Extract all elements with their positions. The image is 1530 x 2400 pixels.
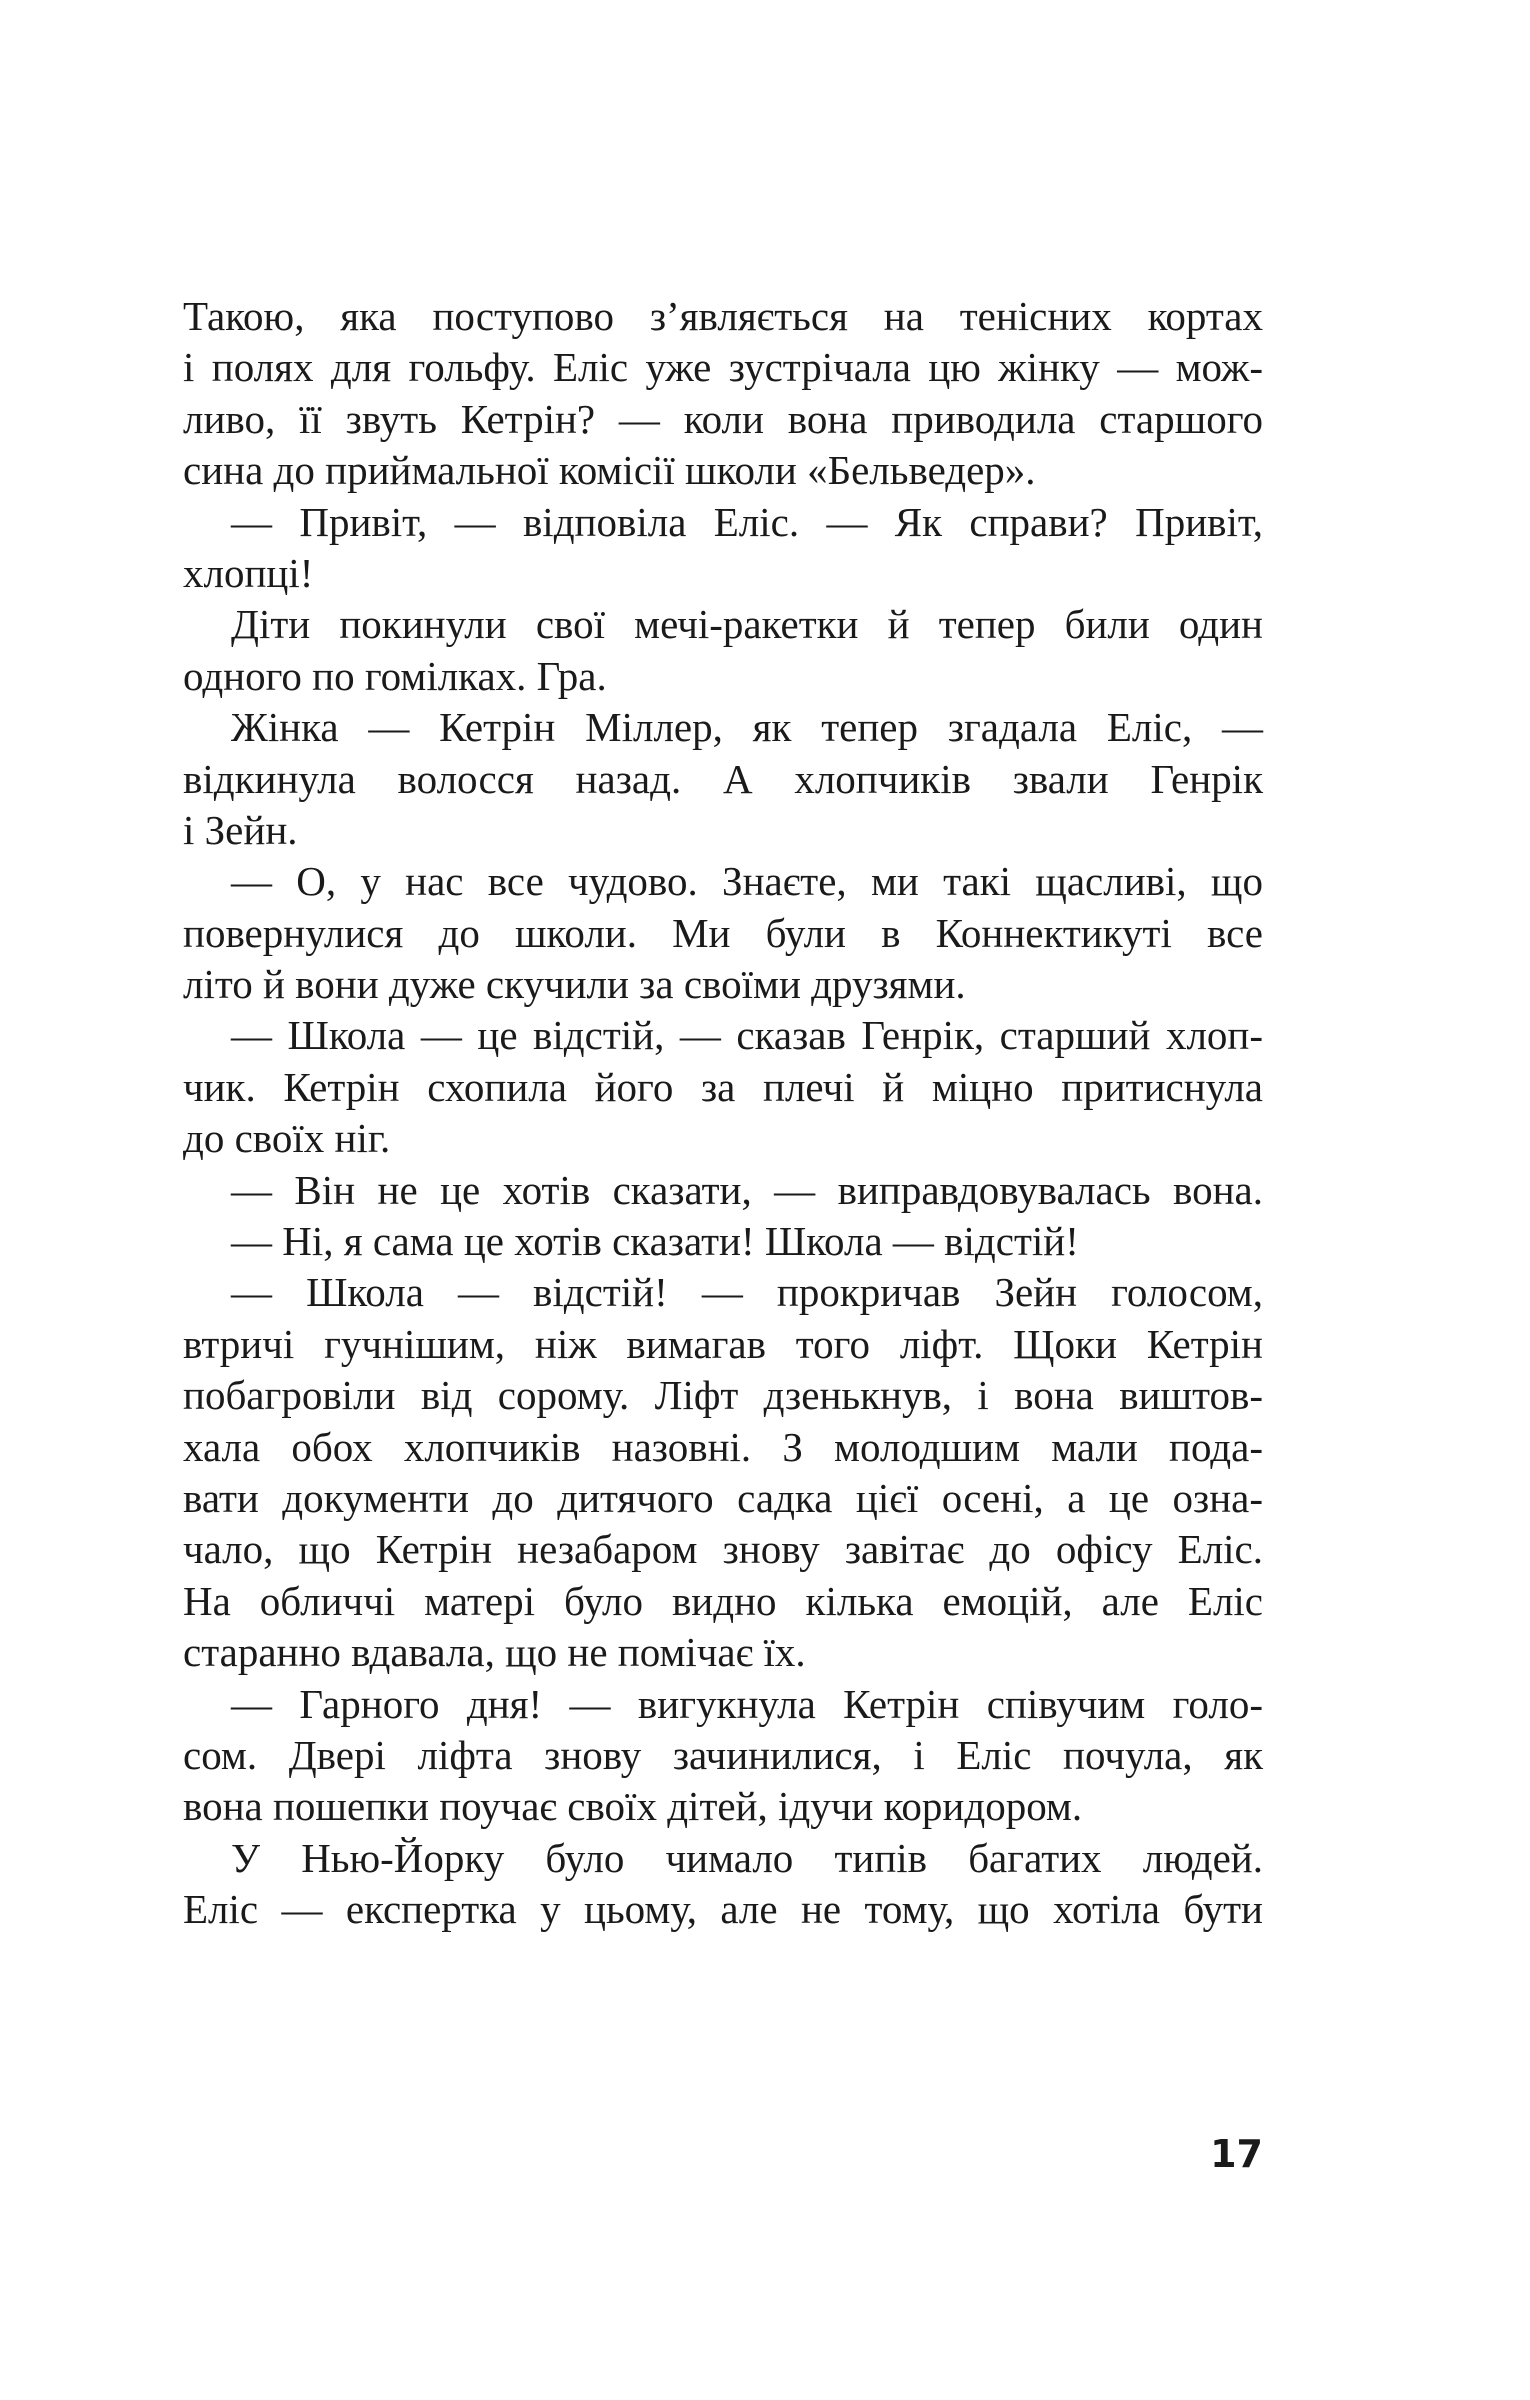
text-line: — Ні, я сама це хотів сказати! Школа — відстій! xyxy=(231,1218,1079,1265)
text-line: — Гарного дня! — вигукнула Кетрін співучим голо- xyxy=(231,1680,1263,1727)
text-line: — Школа — це відстій, — сказав Генрік, старший хлоп- xyxy=(231,1012,1263,1059)
text-line: — О, у нас все чудово. Знаєте, ми такі щасливі, що xyxy=(231,858,1263,905)
text-line: літо й вони дуже скучили за своїми друзями. xyxy=(183,961,966,1008)
text-line: побагровіли від сорому. Ліфт дзенькнув, і вона виштов- xyxy=(183,1372,1263,1419)
text-line: і полях для гольфу. Еліс уже зустрічала цю жінку — мож- xyxy=(183,344,1263,391)
text-line: чало, що Кетрін незабаром знову завітає до офісу Еліс. xyxy=(183,1526,1263,1573)
text-line: У Нью-Йорку було чимало типів багатих людей. xyxy=(231,1834,1263,1881)
text-line: На обличчі матері було видно кілька емоцій, але Еліс xyxy=(183,1577,1263,1624)
text-line: Жінка — Кетрін Міллер, як тепер згадала Еліс, — xyxy=(231,704,1263,751)
text-line: ливо, її звуть Кетрін? — коли вона приводила старшого xyxy=(183,395,1263,442)
text-line: Такою, яка поступово з’являється на тенісних кортах xyxy=(183,293,1263,339)
body-text xyxy=(183,291,1263,1936)
text-line: чик. Кетрін схопила його за плечі й міцно притиснула xyxy=(183,1063,1263,1110)
text-line: Еліс — експертка у цьому, але не тому, що хотіла бути xyxy=(183,1886,1263,1933)
text-line: старанно вдавала, що не помічає їх. xyxy=(183,1629,806,1676)
text-line: відкинула волосся назад. А хлопчиків звали Генрік xyxy=(183,755,1263,802)
text-line: вона пошепки поучає своїх дітей, ідучи коридором. xyxy=(183,1783,1083,1830)
text-line: сина до приймальної комісії школи «Бельведер». xyxy=(183,447,1036,494)
text-line: і Зейн. xyxy=(183,806,298,853)
text-line: — Школа — відстій! — прокричав Зейн голосом, xyxy=(231,1269,1263,1316)
text-line: вати документи до дитячого садка цієї осені, а це озна- xyxy=(183,1474,1263,1521)
text-line: — Він не це хотів сказати, — виправдовувалась вона. xyxy=(231,1166,1263,1213)
text-line: — Привіт, — відповіла Еліс. — Як справи? Привіт, xyxy=(231,498,1263,545)
text-line: одного по гомілках. Гра. xyxy=(183,652,607,699)
text-line: повернулися до школи. Ми були в Коннектикуті все xyxy=(183,909,1263,956)
text-line: хала обох хлопчиків назовні. З молодшим мали пода- xyxy=(183,1423,1263,1470)
page-number: 17 xyxy=(1210,2132,1263,2176)
text-line: до своїх ніг. xyxy=(183,1115,391,1162)
text-line: хлопці! xyxy=(183,549,314,596)
text-line: втричі гучнішим, ніж вимагав того ліфт. Щоки Кетрін xyxy=(183,1320,1263,1367)
text-line: сом. Двері ліфта знову зачинилися, і Еліс почула, як xyxy=(183,1731,1263,1778)
text-line: Діти покинули свої мечі-ракетки й тепер били один xyxy=(231,601,1263,648)
